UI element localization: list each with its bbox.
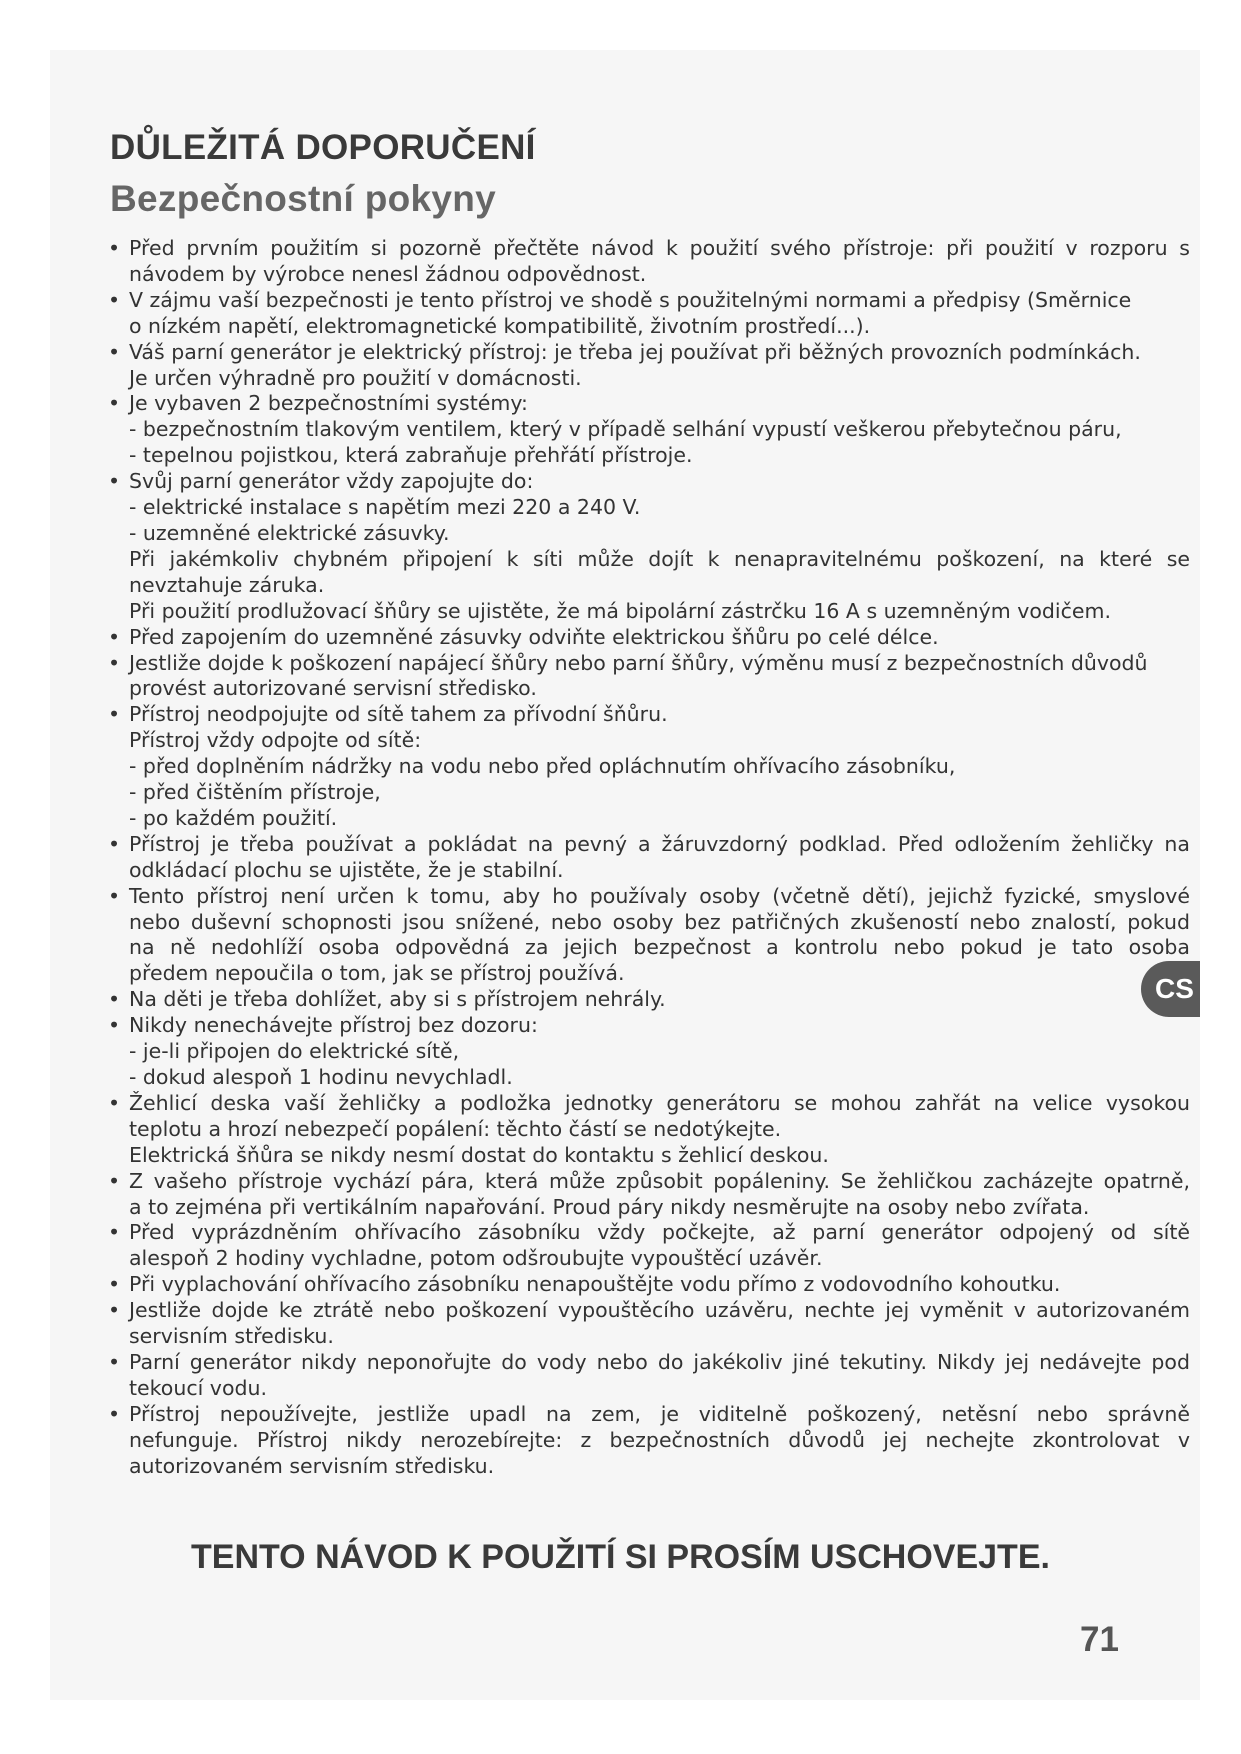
instruction-note [108,599,1190,625]
instruction-line: • Při vyplachování ohřívacího zásobníku nenapouštějte vodu přímo z vodovodního kohoutku. [129,1272,1061,1297]
instruction-line: tekoucí vodu. [129,1375,268,1400]
instruction-item [108,884,1190,988]
safety-instructions-list [108,236,1190,1480]
instruction-line: Při jakémkoliv chybném připojení k síti může dojít k nenapravitelnému poškození, na které se [129,546,1190,571]
instruction-line: • Parní generátor nikdy neponořujte do vody nebo do jakékoliv jiné tekutiny. Nikdy jej nedávejte pod [129,1349,1190,1374]
instruction-line: předem nepoučila o tom, jak se přístroj používá. [129,961,625,986]
instruction-line: • Před zapojením do uzemněné zásuvky odviňte elektrickou šňůru po celé délce. [129,624,939,649]
instruction-line: • Nikdy nenechávejte přístroj bez dozoru: [129,1013,538,1038]
instruction-line: • Na děti je třeba dohlížet, aby si s přístrojem nehrály. [129,987,666,1012]
page-number: 71 [1080,1620,1119,1659]
instruction-line: odkládací plochu se ujistěte, že je stabilní. [129,857,564,882]
instruction-line: provést autorizované servisní středisko. [129,676,537,701]
instruction-item [108,625,1190,651]
instruction-item [108,1091,1190,1143]
instruction-item [108,1272,1190,1298]
instruction-line: • V zájmu vaší bezpečnosti je tento přístroj ve shodě s použitelnými normami a předpisy (Směrnice [129,287,1132,312]
instruction-line: • Žehlicí deska vaší žehličky a podložka jednotky generátoru se mohou zahřát na velice vysokou [129,1090,1190,1115]
instruction-item [108,1013,1190,1091]
instruction-item [108,1402,1190,1480]
instruction-line: nevztahuje záruka. [129,572,325,597]
instruction-item [108,702,1190,728]
instruction-line: Elektrická šňůra se nikdy nesmí dostat do kontaktu s žehlicí deskou. [129,1142,829,1167]
instruction-line: návodem by výrobce nenesl žádnou odpovědnost. [129,261,647,286]
instruction-item [108,288,1190,340]
language-tab: CS [1141,961,1200,1017]
instruction-line: servisním středisku. [129,1324,334,1349]
instruction-line: - před čištěním přístroje, [129,780,381,805]
instruction-line: nebo duševní schopnosti jsou snížené, nebo osoby bez patřičných zkušeností nebo znalostí, pokud [129,909,1190,934]
page-title: DŮLEŽITÁ DOPORUČENÍ [110,128,536,167]
instruction-note [108,728,1190,832]
instruction-line: na ně nedohlíží osoba odpovědná za jejich bezpečnost a kontrolu nebo pokud je tato osoba [129,935,1190,960]
instruction-note [108,1143,1190,1169]
instruction-line: a to zejména při vertikálním napařování. Proud páry nikdy nesměrujte na osoby nebo zvířata. [129,1194,1090,1219]
closing-note: TENTO NÁVOD K POUŽITÍ SI PROSÍM USCHOVEJTE. [191,1538,1050,1576]
instruction-line: o nízkém napětí, elektromagnetické kompatibilitě, životním prostředí...). [129,313,871,338]
instruction-line: - před doplněním nádržky na vodu nebo před opláchnutím ohřívacího zásobníku, [129,754,956,779]
instruction-line: - bezpečnostním tlakovým ventilem, který v případě selhání vypustí veškerou přebytečnou páru, [129,417,1122,442]
instruction-item [108,236,1190,288]
instruction-item [108,832,1190,884]
instruction-item [108,1169,1190,1221]
instruction-line: - je-li připojen do elektrické sítě, [129,1039,460,1064]
instruction-item [108,651,1190,703]
instruction-line: Při použití prodlužovací šňůry se ujistěte, že má bipolární zástrčku 16 A s uzemněným vodičem. [129,598,1111,623]
instruction-item [108,1350,1190,1402]
instruction-item [108,1220,1190,1272]
instruction-line: • Svůj parní generátor vždy zapojujte do: [129,469,534,494]
instruction-line: • Před prvním použitím si pozorně přečtěte návod k použití svého přístroje: při použití v rozporu s [129,236,1190,260]
instruction-line: • Přístroj nepoužívejte, jestliže upadl na zem, je viditelně poškozený, netěsní nebo správně [129,1401,1190,1426]
instruction-line: alespoň 2 hodiny vychladne, potom odšroubujte vypouštěcí uzávěr. [129,1246,823,1271]
instruction-line: nefunguje. Přístroj nikdy nerozebírejte: z bezpečnostních důvodů jej nechejte zkontrolovat v [129,1427,1190,1452]
instruction-line: - dokud alespoň 1 hodinu nevychladl. [129,1065,513,1089]
instruction-line: • Je vybaven 2 bezpečnostními systémy: [129,391,528,416]
instruction-line: • Váš parní generátor je elektrický přístroj: je třeba jej používat při běžných provozních podmínkách. [129,339,1141,364]
instruction-line: • Přístroj je třeba používat a pokládat na pevný a žáruvzdorný podklad. Před odložením žehličky na [129,831,1190,856]
instruction-note [108,547,1190,599]
instruction-line: • Jestliže dojde ke ztrátě nebo poškození vypouštěcího uzávěru, nechte jej vyměnit v autorizovaném [129,1298,1190,1323]
instruction-line: teplotu a hrozí nebezpečí popálení: těchto částí se nedotýkejte. [129,1116,782,1141]
instruction-line: • Před vyprázdněním ohřívacího zásobníku vždy počkejte, až parní generátor odpojený od sítě [129,1220,1190,1245]
instruction-line: Je určen výhradně pro použití v domácnosti. [129,365,582,390]
instruction-line: - tepelnou pojistkou, která zabraňuje přehřátí přístroje. [129,443,693,468]
instruction-line: • Přístroj neodpojujte od sítě tahem za přívodní šňůru. [129,702,668,727]
instruction-line: • Tento přístroj není určen k tomu, aby ho používaly osoby (včetně dětí), jejichž fyzické, smyslové [129,883,1190,908]
instruction-item [108,469,1190,547]
instruction-line: autorizovaném servisním středisku. [129,1453,495,1478]
instruction-line: • Jestliže dojde k poškození napájecí šňůry nebo parní šňůry, výměnu musí z bezpečnostních důvodů [129,650,1148,675]
instruction-item [108,987,1190,1013]
instruction-line: • Z vašeho přístroje vychází pára, která může způsobit popáleniny. Se žehličkou zacházejte opatrně, [129,1168,1190,1193]
instruction-item [108,391,1190,469]
section-subtitle: Bezpečnostní pokyny [110,178,497,219]
instruction-line: - po každém použití. [129,805,338,830]
instruction-line: - elektrické instalace s napětím mezi 220 a 240 V. [129,495,641,520]
instruction-line: - uzemněné elektrické zásuvky. [129,520,450,545]
instruction-line: Přístroj vždy odpojte od sítě: [129,728,422,753]
instruction-item [108,1298,1190,1350]
instruction-item [108,340,1190,392]
